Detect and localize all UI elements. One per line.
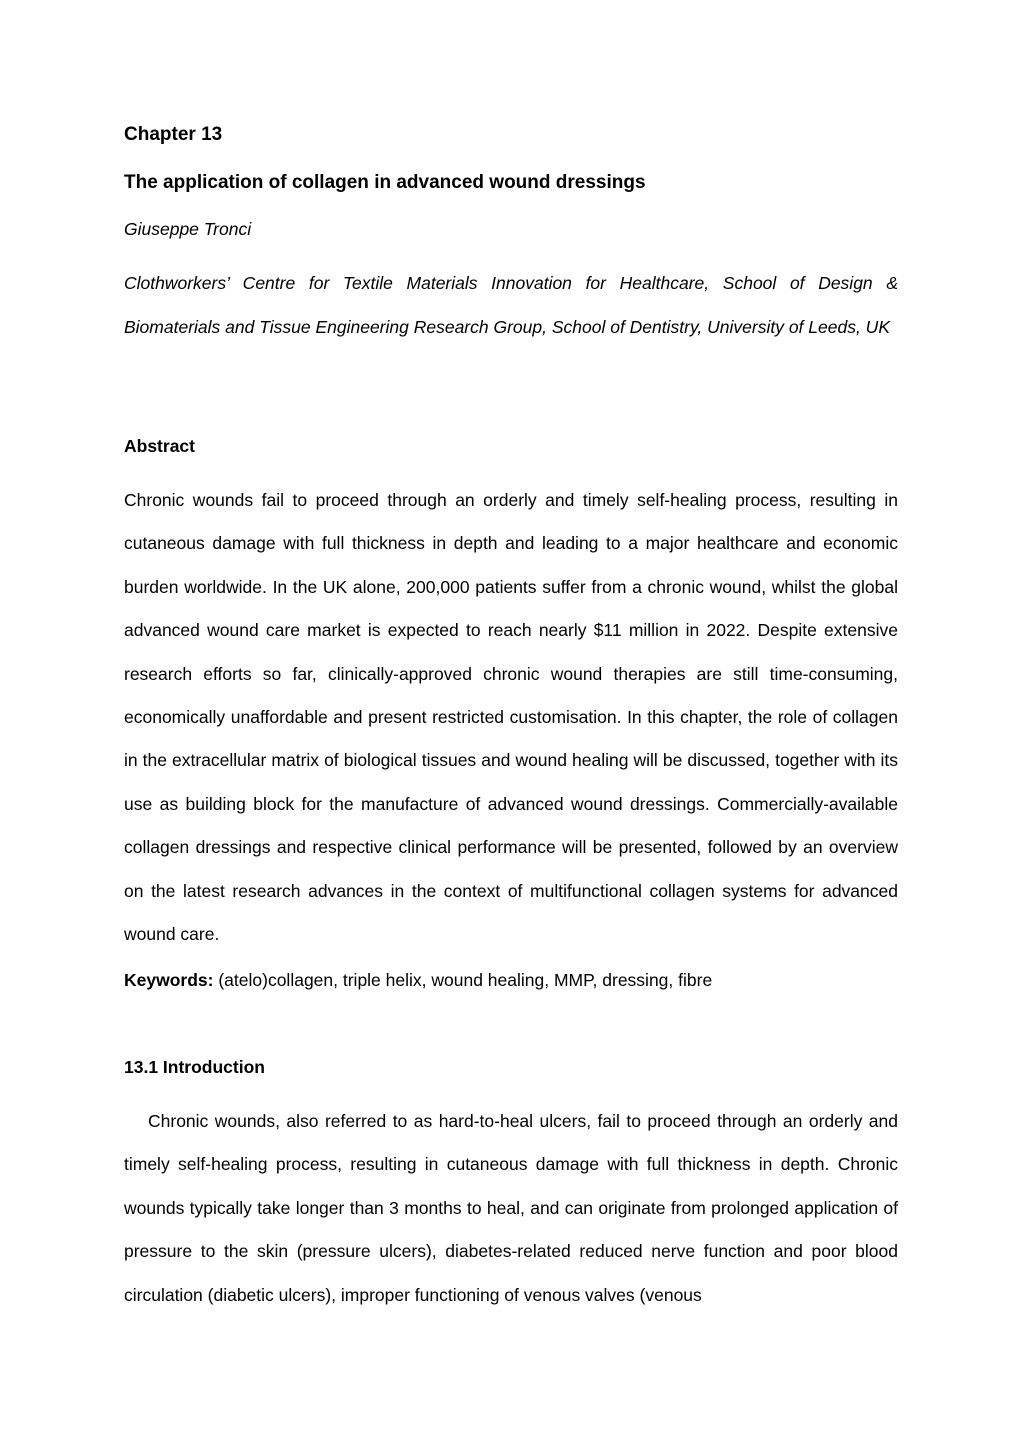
abstract-body: Chronic wounds fail to proceed through an orderly and timely self-healing process, resulting in cutaneous damage with full thickness in depth and leading to a major healthcare and economic burden worldwide. In the UK alone, 200,000 patients suffer from a chronic wound, whilst the global advanced wound care market is expected to reach nearly $11 million in 2022. Despite extensive research efforts so far, clinically-approved chronic wound therapies are still time-consuming, economically unaffordable and present restricted customisation. In this chapter, the role of collagen in the extracellular matrix of biological tissues and wound healing will be discussed, together with its use as building block for the manufacture of advanced wound dressings. Commercially-available collagen dressings and respective clinical performance will be presented, followed by an overview on the latest research advances in the context of multifunctional collagen systems for advanced wound care. [124, 490, 898, 945]
keywords [124, 970, 712, 991]
section-body: Chronic wounds, also referred to as hard-to-heal ulcers, fail to proceed through an orderly and timely self-healing process, resulting in cutaneous damage with full thickness in depth. Chronic wounds typically take longer than 3 months to heal, and can originate from prolonged application of pressure to the skin (pressure ulcers), diabetes-related reduced nerve function and poor blood circulation (diabetic ulcers), improper functioning of venous valves (venous [124, 1111, 898, 1305]
section-heading: 13.1 Introduction [124, 1057, 265, 1077]
author-affiliation: Clothworkers’ Centre for Textile Materials Innovation for Healthcare, School of Design & Biomaterials and Tissue Engineering Research Group, School of Dentistry, University of Leeds, UK [124, 273, 898, 337]
keywords-label: Keywords: [124, 970, 214, 990]
abstract-heading: Abstract [124, 436, 195, 456]
keywords-text: (atelo)collagen, triple helix, wound healing, MMP, dressing, fibre [218, 970, 713, 990]
chapter-title: The application of collagen in advanced wound dressings [124, 172, 646, 193]
author-name: Giuseppe Tronci [124, 219, 252, 239]
chapter-number: Chapter 13 [124, 124, 223, 145]
